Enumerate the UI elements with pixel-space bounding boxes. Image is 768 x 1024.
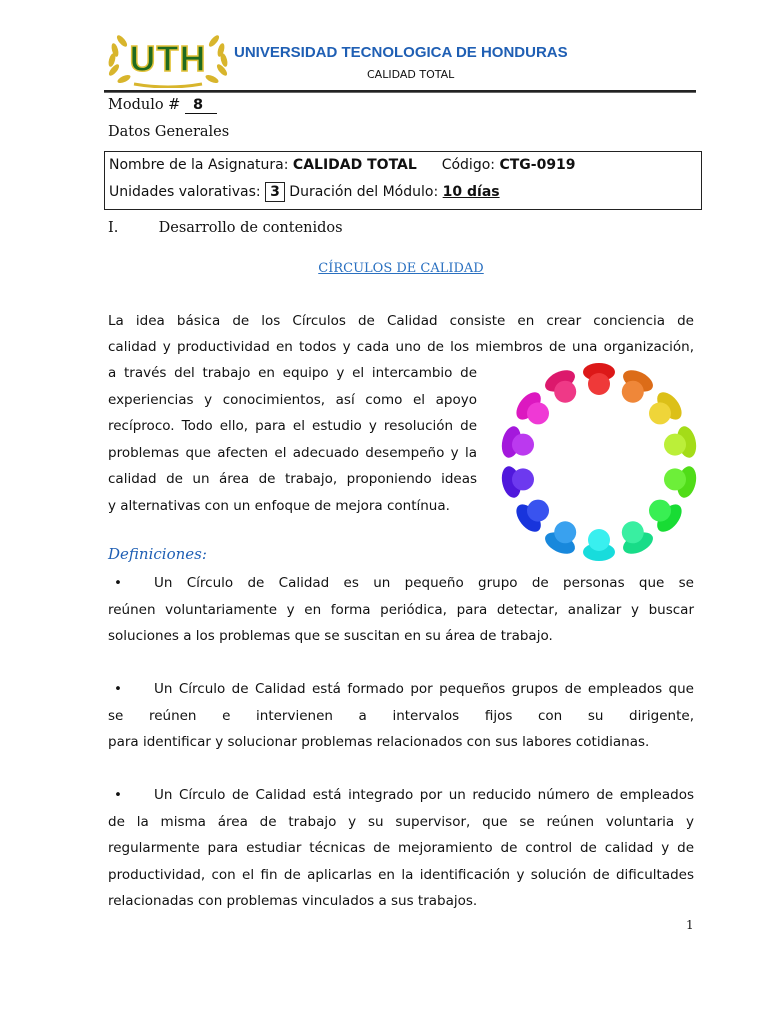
definition-item: [108, 570, 694, 650]
header-divider: [104, 90, 696, 93]
definition-line: se reúnen e intervienen a intervalos fijos con su dirigente,: [108, 707, 694, 724]
units-row: [109, 179, 697, 206]
header-subtitle: CALIDAD TOTAL: [367, 68, 455, 81]
intro-line: recíproco. Todo ello, para el estudio y resolución de: [108, 418, 477, 434]
duration-label: Duración del Módulo:: [289, 184, 439, 200]
module-line: [108, 97, 217, 114]
duration-value: 10 días: [442, 184, 500, 200]
definition-line: regularmente para estudiar técnicas de mejoramiento de control de calidad y de: [108, 840, 694, 856]
figure-head: [554, 521, 576, 543]
intro-line: experiencias y conocimientos, así como el apoyo: [108, 391, 477, 408]
figure-head: [622, 521, 644, 543]
intro-paragraph: [108, 308, 694, 360]
quality-circle-illustration: [488, 362, 710, 568]
figure-head: [527, 500, 549, 522]
definition-first-line: • Un Círculo de Calidad es un pequeño grupo de personas que se: [108, 570, 694, 597]
circles-title: CÍRCULOS DE CALIDAD: [318, 261, 484, 276]
units-value: 3: [265, 182, 285, 202]
figure-head: [622, 381, 644, 403]
subject-row: [109, 152, 697, 179]
subject-value: CALIDAD TOTAL: [292, 157, 417, 173]
units-label: Unidades valorativas:: [109, 184, 261, 200]
intro-line: calidad de un área de trabajo, proponiendo ideas: [108, 471, 477, 487]
intro-line: y alternativas con un enfoque de mejora contínua.: [108, 497, 450, 514]
code-value: CTG-0919: [499, 157, 576, 173]
definition-item: [108, 782, 694, 915]
people-circle-icon: [488, 362, 710, 568]
module-label: Modulo #: [108, 97, 181, 113]
definition-line: de la misma área de trabajo y su supervisor, que se reúnen voluntaria y: [108, 813, 694, 830]
intro-line: La idea básica de los Círculos de Calidad consiste en crear conciencia de: [108, 313, 694, 329]
definitions-title: Definiciones:: [108, 545, 207, 563]
definition-line: productividad, con el fin de aplicarlas en la identificación y solución de dificultades: [108, 866, 694, 883]
figure-head: [554, 381, 576, 403]
bullet-icon: •: [114, 681, 122, 697]
general-data-title: Datos Generales: [108, 124, 230, 140]
intro-wrap-paragraph: [108, 360, 477, 519]
figure-head: [664, 468, 686, 490]
subject-info-box: [104, 151, 702, 210]
section-heading: [108, 220, 343, 236]
figure-head: [512, 468, 534, 490]
intro-line: calidad y productividad en todos y cada uno de los miembros de una organización,: [108, 339, 694, 355]
university-logo: [104, 30, 232, 88]
definition-line: soluciones a los problemas que se suscitan en su área de trabajo.: [108, 628, 553, 644]
definition-first-line: • Un Círculo de Calidad está integrado por un reducido número de empleados: [108, 782, 694, 809]
bullet-icon: •: [114, 787, 122, 803]
page-number: 1: [686, 918, 694, 932]
definition-line: reúnen voluntariamente y en forma periódica, para detectar, analizar y buscar: [108, 601, 694, 618]
figure-head: [588, 373, 610, 395]
figure-head: [527, 402, 549, 424]
definition-first-line: • Un Círculo de Calidad está formado por pequeños grupos de empleados que: [108, 676, 694, 703]
figure-head: [664, 434, 686, 456]
intro-line: a través del trabajo en equipo y el intercambio de: [108, 365, 477, 381]
logo-text: UTH: [129, 38, 207, 79]
figure-head: [512, 434, 534, 456]
figure-head: [649, 402, 671, 424]
bullet-icon: •: [114, 575, 122, 591]
code-label: Código:: [441, 157, 495, 173]
section-title: Desarrollo de contenidos: [158, 220, 343, 236]
subject-label: Nombre de la Asignatura:: [109, 157, 289, 173]
university-title: UNIVERSIDAD TECNOLOGICA DE HONDURAS: [234, 44, 568, 61]
intro-line: problemas que afecten el adecuado desempeño y la: [108, 444, 477, 461]
module-number: 8: [185, 97, 217, 114]
definition-item: [108, 676, 694, 756]
figure-head: [649, 500, 671, 522]
figure-head: [588, 529, 610, 551]
section-number: I.: [108, 220, 119, 236]
definition-line: relacionadas con problemas vinculados a sus trabajos.: [108, 893, 478, 909]
definition-line: para identificar y solucionar problemas relacionados con sus labores cotidianas.: [108, 734, 650, 750]
